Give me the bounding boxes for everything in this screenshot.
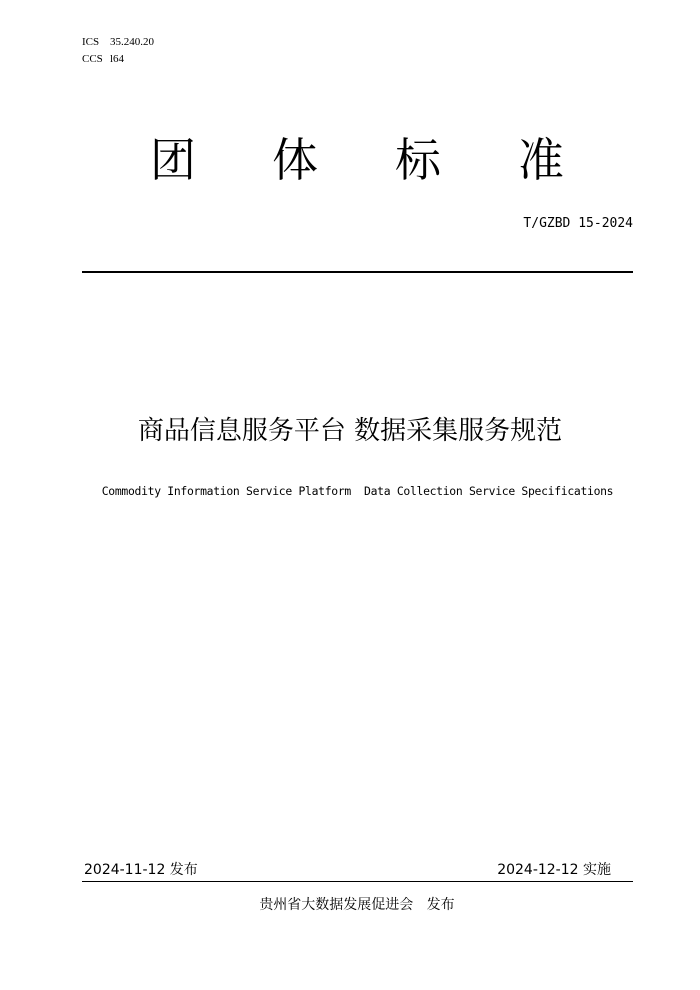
header-divider bbox=[82, 271, 633, 273]
publisher: 贵州省大数据发展促进会 发布 bbox=[259, 897, 455, 913]
ics-value: 35.240.20 bbox=[110, 36, 154, 48]
issue-date: 2024-11-12 发布 bbox=[84, 862, 198, 878]
doc-type-char-4: 准 bbox=[518, 133, 564, 187]
standard-number: T/GZBD 15-2024 bbox=[523, 216, 633, 231]
ccs-row bbox=[82, 51, 154, 68]
document-type-heading bbox=[82, 130, 632, 190]
document-title-cn: 商品信息服务平台 数据采集服务规范 bbox=[137, 416, 563, 446]
implement-date: 2024-12-12 实施 bbox=[497, 862, 611, 878]
doc-type-char-3: 标 bbox=[395, 133, 441, 187]
doc-type-char-1: 团 bbox=[150, 133, 196, 187]
doc-type-char-2: 体 bbox=[272, 133, 318, 187]
document-title-en: Commodity Information Service Platform Data Collection Service Specifications bbox=[101, 484, 614, 498]
ccs-label: CCS bbox=[82, 53, 103, 65]
ics-row bbox=[82, 34, 154, 51]
footer-divider bbox=[82, 881, 633, 882]
ics-label: ICS bbox=[82, 36, 100, 48]
date-row bbox=[82, 860, 633, 880]
ccs-value: l64 bbox=[110, 53, 125, 65]
classification-codes bbox=[82, 34, 154, 68]
